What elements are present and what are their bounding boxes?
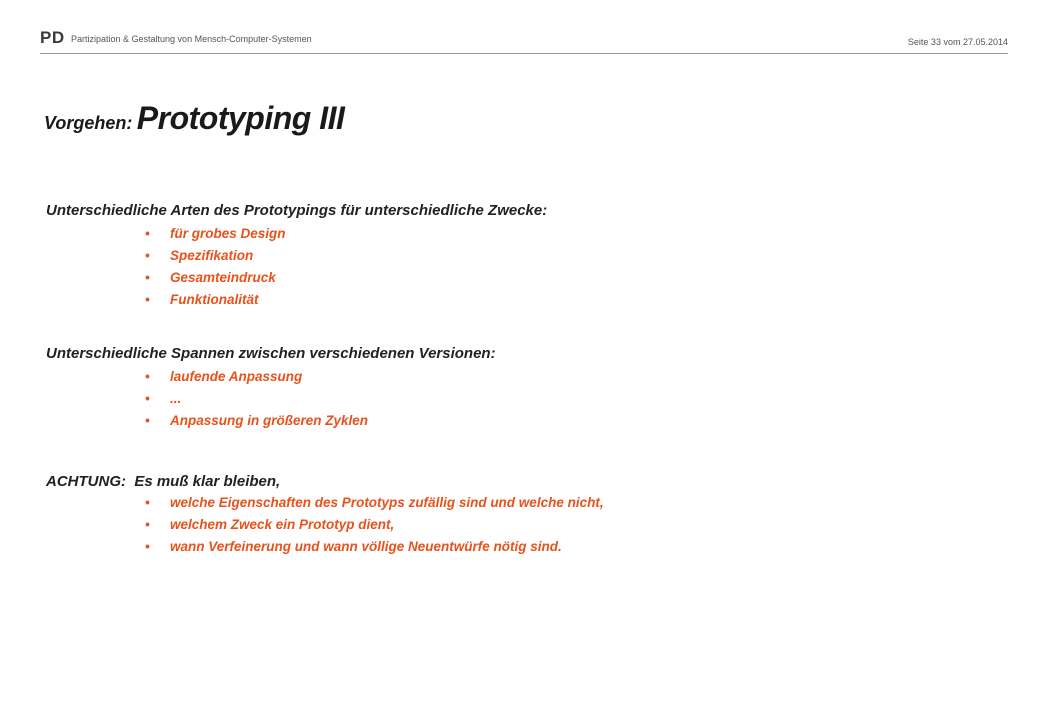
section-heading: Unterschiedliche Spannen zwischen verschiedenen Versionen: <box>46 345 496 362</box>
list-item-text: wann Verfeinerung und wann völlige Neuentwürfe nötig sind. <box>170 539 562 554</box>
list-item <box>145 267 547 289</box>
list-item-text: welche Eigenschaften des Prototyps zufällig sind und welche nicht, <box>170 495 604 510</box>
list-item <box>145 245 547 267</box>
section-heading: Unterschiedliche Arten des Prototypings für unterschiedliche Zwecke: <box>46 202 548 219</box>
list-item-text: Gesamteindruck <box>170 270 276 285</box>
section-prototyping-types <box>46 202 547 311</box>
bullet-icon: • <box>145 248 150 263</box>
bullet-icon: • <box>145 391 150 406</box>
list-item-text: ... <box>170 391 182 406</box>
list-item-text: für grobes Design <box>170 226 286 241</box>
list-item <box>145 223 547 245</box>
header-subtitle: Partizipation & Gestaltung von Mensch-Computer-Systemen <box>71 34 312 44</box>
list-item <box>145 492 604 514</box>
title-main: Prototyping III <box>136 100 345 136</box>
header-divider <box>40 53 1008 54</box>
slide-title <box>44 100 344 137</box>
list-item <box>145 514 604 536</box>
list-item-text: Anpassung in größeren Zyklen <box>170 413 369 428</box>
list-item <box>145 366 496 388</box>
bullet-icon: • <box>145 539 150 554</box>
bullet-icon: • <box>145 292 150 307</box>
list-item-text: Spezifikation <box>170 248 254 263</box>
bullet-icon: • <box>145 495 150 510</box>
list-item <box>145 388 496 410</box>
pd-logo: PD <box>40 28 65 47</box>
bullet-list <box>46 492 604 558</box>
bullet-icon: • <box>145 369 150 384</box>
bullet-icon: • <box>145 226 150 241</box>
bullet-icon: • <box>145 270 150 285</box>
slide-header <box>40 28 1008 54</box>
list-item <box>145 289 547 311</box>
list-item-text: Funktionalität <box>170 292 259 307</box>
bullet-list <box>46 223 547 311</box>
list-item <box>145 536 604 558</box>
bullet-icon: • <box>145 517 150 532</box>
bullet-icon: • <box>145 413 150 428</box>
list-item-text: laufende Anpassung <box>170 369 303 384</box>
section-attention <box>46 473 604 558</box>
bullet-list <box>46 366 496 432</box>
page-info: Seite 33 vom 27.05.2014 <box>907 37 1008 47</box>
section-heading: ACHTUNG: Es muß klar bleiben, <box>46 473 281 490</box>
section-version-spans <box>46 345 496 432</box>
title-prefix: Vorgehen: <box>44 113 133 133</box>
list-item-text: welchem Zweck ein Prototyp dient, <box>170 517 395 532</box>
list-item <box>145 410 496 432</box>
